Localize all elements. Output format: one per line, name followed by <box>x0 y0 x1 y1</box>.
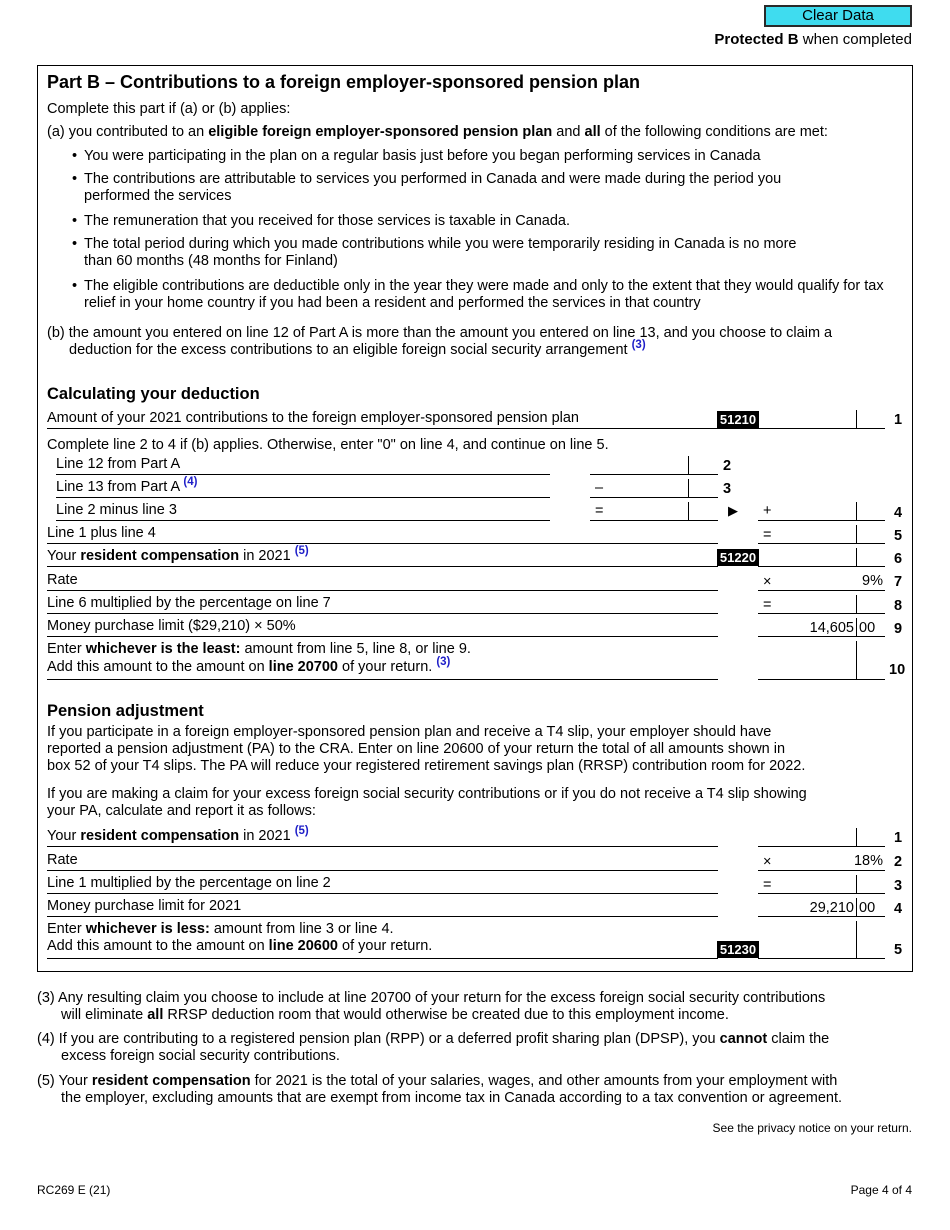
bullet-item: The eligible contributions are deductible only in the year they were made and only to the extent that they would qualify for tax relief in your home country if you had been a resident and performed the services in that country <box>84 278 884 311</box>
line-number: 5 <box>894 942 903 958</box>
ref-4: (4) <box>183 476 198 489</box>
cents-divider <box>856 525 857 543</box>
bullet-dot: • <box>72 213 78 229</box>
field-underline[interactable] <box>758 893 885 894</box>
plus-sign: + <box>763 503 772 519</box>
l10-post: amount from line 5, line 8, or line 9. <box>240 641 471 657</box>
field-underline[interactable] <box>590 474 718 475</box>
l10b-post: of your return. <box>338 659 433 675</box>
pa5-pre: Enter <box>47 921 86 937</box>
field-code-51230: 51230 <box>717 941 759 958</box>
arrow-icon: ▶ <box>728 503 738 518</box>
limit-cents: 00 <box>859 620 876 636</box>
field-underline[interactable] <box>758 543 885 544</box>
ref-3: (3) <box>436 656 451 669</box>
line-number: 6 <box>894 551 903 567</box>
line-number: 9 <box>894 621 903 637</box>
fn5-pre: (5) Your <box>37 1073 92 1089</box>
pa-para1-line2: reported a pension adjustment (PA) to the CRA. Enter on line 20600 of your return the total of all amounts shown in <box>47 741 786 757</box>
equals-sign: = <box>763 597 772 613</box>
rule <box>47 916 718 917</box>
cents-divider <box>688 456 689 474</box>
line-number: 1 <box>894 830 903 846</box>
cents-divider <box>856 875 857 893</box>
l6-post: in 2021 <box>239 548 291 564</box>
pa-rate-value: 18% <box>853 853 883 869</box>
l10-pre: Enter <box>47 641 86 657</box>
limit-dollars: 14,605 <box>809 620 854 636</box>
fn3-line2 <box>37 1007 897 1024</box>
field-underline[interactable] <box>758 520 885 521</box>
footnote-5 <box>37 1073 897 1107</box>
field-code-51220: 51220 <box>717 549 759 566</box>
fn3-post: RRSP deduction room that would otherwise be created due to this employment income. <box>163 1007 729 1023</box>
bullet-item: You were participating in the plan on a regular basis just before you began performing services in Canada <box>84 148 761 164</box>
calc-line8-label: Line 6 multiplied by the percentage on line 7 <box>47 595 331 611</box>
field-underline <box>758 870 885 871</box>
line-number: 2 <box>723 458 732 474</box>
pa-heading: Pension adjustment <box>47 702 204 720</box>
field-underline <box>758 636 885 637</box>
rule <box>47 613 718 614</box>
pa-limit-dollars: 29,210 <box>809 900 854 916</box>
bullet-item: The remuneration that you received for those services is taxable in Canada. <box>84 213 571 229</box>
rule <box>47 870 718 871</box>
cents-divider <box>856 618 857 636</box>
rule <box>47 636 718 637</box>
bullet-item: The total period during which you made contributions while you were temporarily residing in Canada is no more than 60 months (48 months for Finland) <box>84 236 797 269</box>
pa-para1-line1: If you participate in a foreign employer-sponsored pension plan and receive a T4 slip, your employer should have <box>47 724 772 740</box>
equals-sign: = <box>595 503 604 519</box>
calc-instruction: Complete line 2 to 4 if (b) applies. Otherwise, enter "0" on line 4, and continue on line 5. <box>47 437 609 453</box>
calc-line7-label: Rate <box>47 572 78 588</box>
privacy-notice: See the privacy notice on your return. <box>712 1121 912 1135</box>
l6-pre: Your <box>47 548 81 564</box>
rule <box>56 497 550 498</box>
fn5-bold: resident compensation <box>91 1073 251 1089</box>
pa-line5-b <box>47 938 432 955</box>
fn3-pre: will eliminate <box>61 1007 148 1023</box>
condition-b-line2 <box>69 339 646 359</box>
line-number: 4 <box>894 505 903 521</box>
field-code-51210: 51210 <box>717 411 759 428</box>
pa-line2-label: Rate <box>47 852 78 868</box>
times-sign: × <box>763 854 772 870</box>
ref-3: (3) <box>631 339 646 352</box>
bullet-dot: • <box>72 278 78 294</box>
calc-line1-label: Amount of your 2021 contributions to the foreign employer-sponsored pension plan <box>47 410 579 426</box>
bullet-dot: • <box>72 171 78 187</box>
bullet-dot: • <box>72 236 78 252</box>
l10-bold: whichever is the least: <box>85 641 241 657</box>
clear-data-button[interactable]: Clear Data <box>764 5 912 27</box>
l10b-pre: Add this amount to the amount on <box>47 659 269 675</box>
fn5-line1 <box>37 1073 837 1089</box>
pa-para1-line3: box 52 of your T4 slips. The PA will reduce your registered retirement savings plan (RRSP) contribution room for 2022. <box>47 758 806 774</box>
calc-line4-label: Line 2 minus line 3 <box>56 502 177 518</box>
fn5-post: for 2021 is the total of your salaries, wages, and other amounts from your employment with <box>250 1073 838 1089</box>
calc-line2-label: Line 12 from Part A <box>56 456 181 472</box>
field-underline <box>758 590 885 591</box>
rule <box>47 679 718 680</box>
calc-line5-label: Line 1 plus line 4 <box>47 525 156 541</box>
form-id: RC269 E (21) <box>37 1183 111 1197</box>
cents-divider <box>688 502 689 520</box>
a-mid: and <box>552 124 585 140</box>
b-line2-text: deduction for the excess contributions to an eligible foreign social security arrangement <box>69 342 628 358</box>
rate-value: 9% <box>862 573 883 589</box>
line-number: 10 <box>889 662 906 678</box>
pa1-bold: resident compensation <box>80 828 240 844</box>
pa5-post: amount from line 3 or line 4. <box>209 921 394 937</box>
fn3-bold: all <box>147 1007 164 1023</box>
fn4-pre: (4) If you are contributing to a registered pension plan (RPP) or a deferred profit sharing plan (DPSP), you <box>37 1031 720 1047</box>
ref-5: (5) <box>294 545 309 558</box>
a-post: of the following conditions are met: <box>600 124 828 140</box>
cents-divider <box>688 479 689 497</box>
line-number: 1 <box>894 412 903 428</box>
bullet-item: The contributions are attributable to services you performed in Canada and were made during the period you performed the services <box>84 171 782 204</box>
pa5b-bold: line 20600 <box>268 938 338 954</box>
calc-line9-label: Money purchase limit ($29,210) × 50% <box>47 618 296 634</box>
pa-para2-line2: your PA, calculate and report it as follows: <box>47 803 316 819</box>
line-number: 3 <box>723 481 732 497</box>
pa-line5-a <box>47 921 394 938</box>
fn4-line2: excess foreign social security contributions. <box>61 1048 340 1064</box>
pa5b-post: of your return. <box>338 938 433 954</box>
fn4-line1 <box>37 1031 829 1047</box>
l6-bold: resident compensation <box>80 548 240 564</box>
rule <box>47 428 885 429</box>
part-b-intro: Complete this part if (a) or (b) applies: <box>47 101 291 117</box>
a-bold2: all <box>584 124 601 140</box>
ref-5: (5) <box>294 825 309 838</box>
line-number: 2 <box>894 854 903 870</box>
part-b-title: Part B – Contributions to a foreign employer-sponsored pension plan <box>47 72 641 92</box>
field-underline[interactable] <box>590 497 718 498</box>
footnote-4 <box>37 1031 897 1065</box>
rule <box>47 566 718 567</box>
field-underline[interactable] <box>758 846 885 847</box>
field-underline[interactable] <box>758 958 885 959</box>
cents-divider <box>856 502 857 520</box>
line-number: 7 <box>894 574 903 590</box>
fn4-bold: cannot <box>719 1031 768 1047</box>
a-pre: (a) you contributed to an <box>47 124 209 140</box>
a-bold1: eligible foreign employer-sponsored pension plan <box>208 124 553 140</box>
equals-sign: = <box>763 877 772 893</box>
cents-divider <box>856 921 857 958</box>
bullet-dot: • <box>72 148 78 164</box>
pa1-post: in 2021 <box>239 828 291 844</box>
protected-label <box>714 31 912 48</box>
pa5-bold: whichever is less: <box>85 921 210 937</box>
protected-bold: Protected B <box>714 31 799 48</box>
pa-line4-label: Money purchase limit for 2021 <box>47 898 242 914</box>
condition-a <box>47 124 828 141</box>
line-number: 8 <box>894 598 903 614</box>
rule <box>47 590 718 591</box>
rule <box>47 958 718 959</box>
field-underline[interactable] <box>590 520 718 521</box>
condition-b-line1: (b) the amount you entered on line 12 of Part A is more than the amount you entered on line 13, and you choose to claim a <box>47 325 833 341</box>
calc-line10-b <box>47 656 451 676</box>
pa-line3-label: Line 1 multiplied by the percentage on line 2 <box>47 875 331 891</box>
field-underline[interactable] <box>758 613 885 614</box>
minus-sign: – <box>595 480 604 496</box>
pa1-pre: Your <box>47 828 81 844</box>
fn3-line1: (3) Any resulting claim you choose to include at line 20700 of your return for the excess foreign social security contributions <box>37 990 826 1006</box>
l10b-bold: line 20700 <box>268 659 338 675</box>
line3-text: Line 13 from Part A <box>56 479 180 495</box>
calc-line3-label <box>56 476 198 496</box>
calc-line6-label <box>47 545 309 565</box>
rule <box>47 893 718 894</box>
cents-divider <box>856 595 857 613</box>
rule <box>47 543 718 544</box>
pa-limit-cents: 00 <box>859 900 876 916</box>
field-underline[interactable] <box>758 679 885 680</box>
calc-heading: Calculating your deduction <box>47 385 260 403</box>
rule <box>56 474 550 475</box>
pa5b-pre: Add this amount to the amount on <box>47 938 269 954</box>
cents-divider <box>856 410 857 428</box>
rule <box>47 846 718 847</box>
times-sign: × <box>763 574 772 590</box>
rule <box>56 520 550 521</box>
protected-rest: when completed <box>798 31 912 48</box>
pa-para2-line1: If you are making a claim for your excess foreign social security contributions or if you do not receive a T4 slip showing <box>47 786 807 802</box>
line-number: 4 <box>894 901 903 917</box>
page-number: Page 4 of 4 <box>850 1183 912 1197</box>
cents-divider <box>856 641 857 679</box>
line-number: 3 <box>894 878 903 894</box>
equals-sign: = <box>763 527 772 543</box>
cents-divider <box>856 828 857 846</box>
cents-divider <box>856 898 857 916</box>
cents-divider <box>856 548 857 566</box>
fn4-post: claim the <box>767 1031 830 1047</box>
calc-line10-a <box>47 641 471 658</box>
line-number: 5 <box>894 528 903 544</box>
footnote-3 <box>37 990 897 1024</box>
field-underline[interactable] <box>758 566 885 567</box>
field-underline <box>758 916 885 917</box>
pa-line1-label <box>47 825 309 845</box>
fn5-line2: the employer, excluding amounts that are exempt from income tax in Canada according to a tax convention or agreement. <box>61 1090 843 1106</box>
